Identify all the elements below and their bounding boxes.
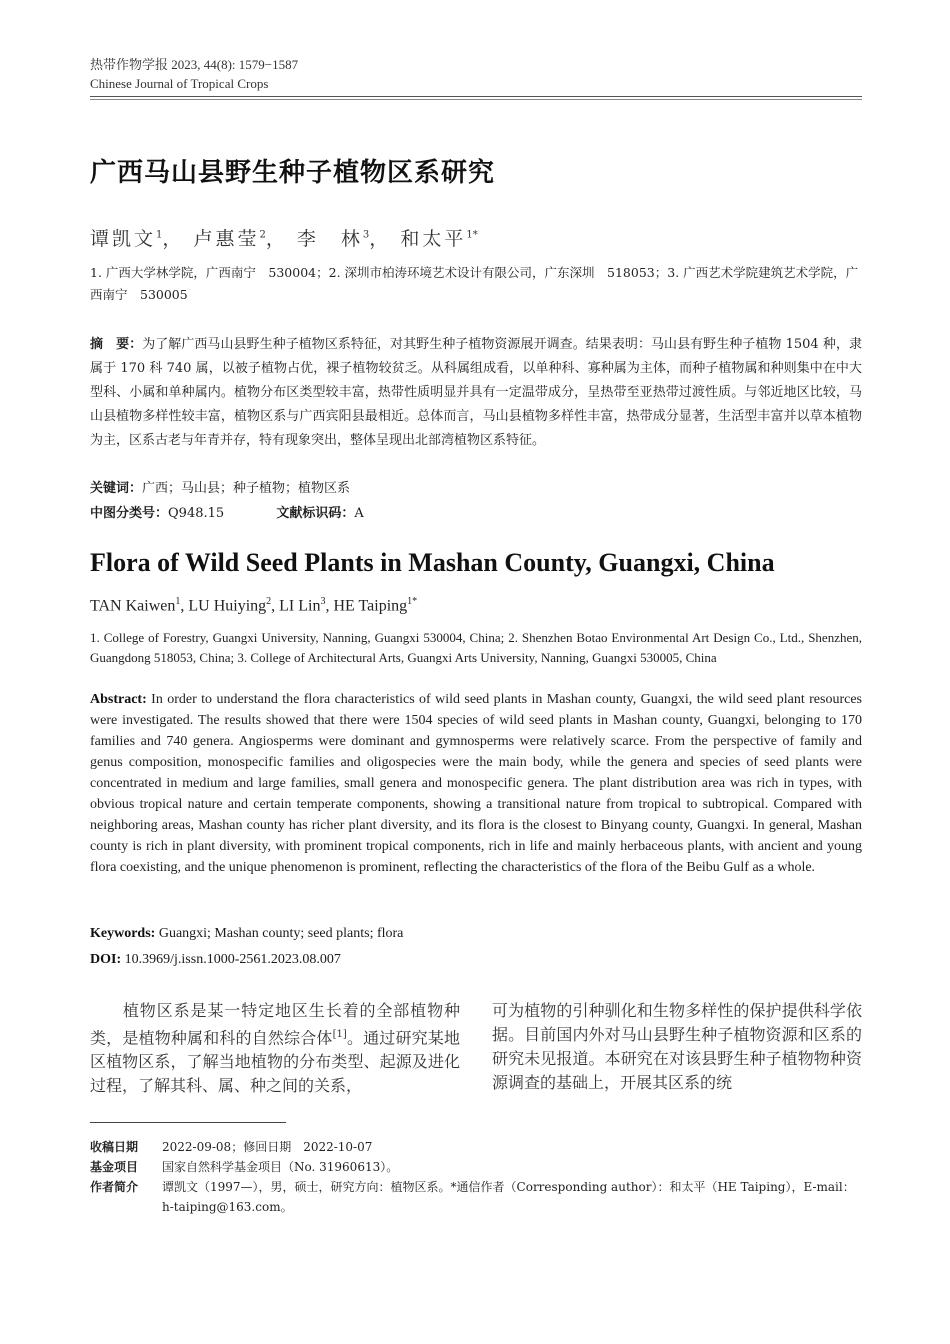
author-sep: ， [369, 228, 392, 250]
author-en: LI Lin [279, 597, 321, 615]
journal-citation-cn: 热带作物学报 2023, 44(8): 1579−1587 [90, 57, 299, 72]
author-sup: 1* [407, 596, 418, 607]
author-sup: 2 [259, 229, 266, 241]
authors-en [90, 596, 417, 615]
body-text: 植物区系是某一特定地区生长着的全部植物种类，是植物种属和科的自然综合体 [90, 1001, 460, 1048]
author-sep: , [271, 597, 280, 615]
abstract-text-cn: 为了解广西马山县野生种子植物区系特征，对其野生种子植物资源展开调查。结果表明：马山县有野生种子植物 1504 种，隶属于 170 科 740 属，以被子植物占优，裸子植物较贫乏。从科属组成看，以单种科、寡种属为主体，而种子植物属和种则集中在中大型科、小属和单种属内。植物分布区类型较丰富，热带性质明显并具有一定温带成分，呈热带至亚热带过渡性质。与邻近地区比较，马山县植物多样性较丰富，植物区系与广西宾阳县最相近。总体而言，马山县植物多样性丰富，热带成分显著，生活型丰富并以草本植物为主，区系古老与年青并存，特有现象突出，整体呈现出北部湾植物区系特征。 [90, 337, 862, 448]
abstract-label-cn: 摘 要： [90, 337, 143, 352]
author-en: LU Huiying [188, 597, 267, 615]
abstract-cn [90, 333, 862, 453]
footnote-text: 2022-09-08；修回日期 2022-10-07 [162, 1140, 373, 1154]
keywords-en [90, 923, 403, 944]
author-sup: 1 [175, 596, 181, 607]
classification-line [90, 503, 364, 525]
title-cn: 广西马山县野生种子植物区系研究 [90, 158, 496, 188]
author-sep: ， [162, 228, 185, 250]
footnote-text: 国家自然科学基金项目（No. 31960613）。 [162, 1160, 399, 1174]
doi-link[interactable]: 10.3969/j.issn.1000-2561.2023.08.007 [124, 952, 341, 967]
class-label: 中图分类号： [90, 506, 169, 521]
author-cn: 李 林 [296, 228, 363, 250]
abstract-en [90, 689, 862, 878]
footnote-funding [90, 1157, 862, 1177]
author-cn: 卢惠莹 [193, 228, 260, 250]
doi-line [90, 949, 341, 970]
keywords-cn [90, 478, 350, 500]
body-column-left [90, 999, 460, 1098]
body-text: 可为植物的引种驯化和生物多样性的保护提供科学依据。目前国内外对马山县野生种子植物资源和区系的研究未见报道。本研究在对该县野生种子植物物种资源调查的基础上，开展其区系的统 [492, 1001, 862, 1092]
footnote-label: 收稿日期 [90, 1140, 139, 1154]
footnote-label: 基金项目 [90, 1160, 139, 1174]
doc-code-label: 文献标识码： [276, 506, 355, 521]
author-sep: , [180, 597, 189, 615]
abstract-text-en: In order to understand the flora characteristics of wild seed plants in Mashan county, Guangxi, the wild seed plant resources were investigated. The results showed that there were 1504 species of wild seed plants in Mashan county, Guangxi, belonging to 170 families and 740 genera. Angiosperms were dominant and gymnosperms were relatively scarce. From the perspective of family and genus composition, monospecific families and oligospecies were the main body, while the genera and species of seed plants were concentrated in medium and large families, small genera and monospecific genera. The plant distribution area was rich in types, with obvious tropical nature and certain temperate components, showing a transitional nature from tropical to subtropical. Compared with neighboring areas, Mashan county has richer plant diversity, and its flora is the closest to Binyang county, Guangxi. In general, Mashan county is rich in plant diversity, with prominent tropical components, rich in life and mainly herbaceous plants, with ancient and young flora coexisting, and the unique phenomenon is prominent, reflecting the characteristics of the flora of the Beibu Gulf as a whole. [90, 692, 863, 875]
author-sup: 1* [466, 229, 478, 241]
header-divider [90, 96, 862, 97]
footnote-divider [90, 1122, 286, 1123]
affiliations-cn: 1. 广西大学林学院，广西南宁 530004；2. 深圳市柏涛环境艺术设计有限公司，广东深圳 518053；3. 广西艺术学院建筑艺术学院，广西南宁 530005 [90, 265, 859, 302]
keywords-label-cn: 关键词： [90, 481, 143, 496]
header-divider-thin [90, 99, 862, 100]
author-sup: 3 [362, 229, 370, 241]
keywords-text-en: Guangxi; Mashan county; seed plants; flora [158, 926, 404, 941]
class-value: Q948.15 [168, 506, 225, 521]
author-sup: 1 [156, 229, 163, 241]
footnotes [90, 1137, 862, 1217]
author-cn: 和太平 [400, 228, 467, 250]
keywords-text-cn: 广西；马山县；种子植物；植物区系 [142, 481, 351, 496]
footnote-received [90, 1137, 862, 1157]
body-text: 。通过研究某地区植物区系，了解当地植物的分布类型、起源及进化过程，了解其科、属、种之间的关系， [90, 1028, 460, 1096]
author-sup: 3 [320, 596, 326, 607]
author-sup: 2 [266, 596, 272, 607]
footnote-label: 作者简介 [90, 1180, 139, 1194]
author-en: HE Taiping [333, 597, 408, 615]
body-column-right [492, 999, 862, 1095]
footnote-author-bio [90, 1177, 862, 1217]
authors-cn [90, 224, 478, 251]
affiliations-en: 1. College of Forestry, Guangxi University, Nanning, Guangxi 530004, China; 2. Shenzhen Botao Environmental Art Design Co., Ltd., Shenzhen, Guangdong 518053, China; 3. College of Architectural Arts, Guangxi Arts University, Nanning, Guangxi 530005, China [90, 630, 862, 665]
abstract-label-en: Abstract: [90, 692, 147, 707]
keywords-label-en: Keywords: [90, 926, 156, 941]
doc-code-value: A [354, 506, 364, 521]
citation-ref[interactable]: [1] [332, 1029, 347, 1040]
doi-label: DOI: [90, 952, 122, 967]
author-sep: ， [265, 228, 288, 250]
author-cn: 谭凯文 [90, 228, 157, 250]
journal-name-en: Chinese Journal of Tropical Crops [90, 76, 269, 91]
footnote-text: 谭凯文（1997—），男，硕士，研究方向：植物区系。*通信作者（Corresponding author）：和太平（HE Taiping），E-mail：h-taiping@163.com。 [162, 1180, 855, 1214]
author-sep: , [325, 597, 334, 615]
title-en: Flora of Wild Seed Plants in Mashan County, Guangxi, China [90, 548, 775, 577]
author-en: TAN Kaiwen [90, 597, 176, 615]
